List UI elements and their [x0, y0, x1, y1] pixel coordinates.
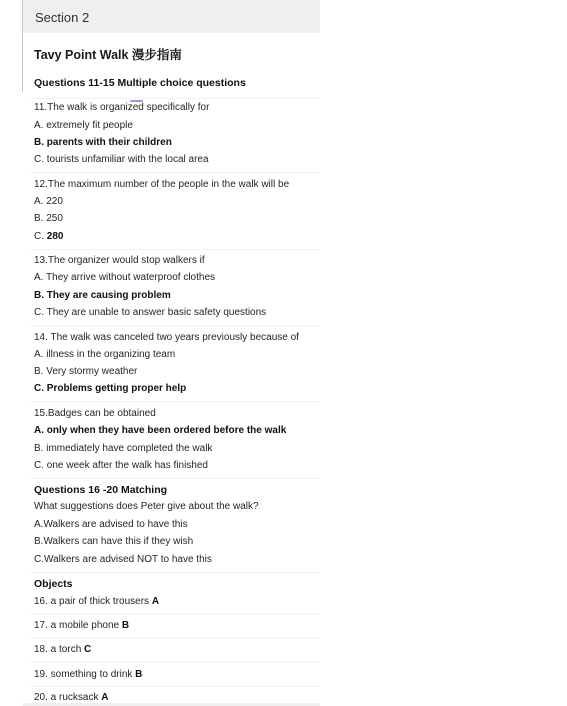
matching-key-b: B.Walkers can have this if they wish	[34, 536, 194, 547]
matching-key-a: A.Walkers are advised to have this	[34, 519, 188, 530]
question-13-option-b: B. They are causing problem	[34, 290, 171, 301]
question-15-option-a: A. only when they have been ordered before the walk	[34, 425, 287, 436]
object-19	[34, 669, 142, 681]
question-11-option-c: C. tourists unfamiliar with the local area	[34, 154, 209, 165]
section-label: Section 2	[35, 10, 90, 25]
question-14-prompt: 14. The walk was canceled two years previously because of	[34, 332, 299, 343]
question-12-option-c	[34, 231, 63, 243]
divider	[30, 572, 320, 573]
question-14-option-a: A. illness in the organizing team	[34, 349, 176, 360]
divider	[30, 661, 320, 662]
part2-prompt: What suggestions does Peter give about the walk?	[34, 501, 259, 512]
question-13-prompt: 13.The organizer would stop walkers if	[34, 255, 205, 266]
object-16-answer: A	[151, 596, 160, 607]
object-17-text: 17. a mobile phone	[34, 620, 120, 631]
object-17	[34, 620, 129, 632]
object-20-text: 20. a rucksack	[34, 692, 99, 703]
question-11-prompt: 11.The walk is organized specifically for	[34, 102, 210, 113]
question-12-option-a: A. 220	[34, 196, 63, 207]
question-11-option-b: B. parents with their children	[34, 137, 172, 148]
object-16	[34, 596, 159, 608]
question-12-option-b: B. 250	[34, 213, 63, 224]
divider	[30, 686, 320, 687]
question-14-option-b: B. Very stormy weather	[34, 366, 138, 377]
part1-heading: Questions 11-15 Multiple choice questions	[34, 77, 246, 89]
question-15-prompt: 15.Badges can be obtained	[34, 408, 156, 419]
worksheet-page	[22, 0, 320, 706]
object-20-answer: A	[101, 692, 109, 703]
divider	[30, 613, 320, 614]
option-letter: C.	[34, 231, 47, 242]
question-12-prompt: 12.The maximum number of the people in the walk will be	[34, 179, 290, 190]
object-18-text: 18. a torch	[34, 644, 82, 655]
divider	[30, 325, 320, 326]
objects-heading: Objects	[34, 578, 73, 590]
object-19-text: 19. something to drink	[34, 669, 133, 680]
object-18-answer: C	[84, 644, 92, 655]
question-14-option-c: C. Problems getting proper help	[34, 383, 187, 394]
question-13-option-a: A. They arrive without waterproof clothes	[34, 272, 216, 283]
divider	[30, 98, 320, 99]
question-13-option-c: C. They are unable to answer basic safety questions	[34, 307, 267, 318]
divider	[30, 249, 320, 250]
divider	[30, 478, 320, 479]
question-15-option-c: C. one week after the walk has finished	[34, 460, 208, 471]
object-18	[34, 644, 91, 656]
matching-key-c: C.Walkers are advised NOT to have this	[34, 554, 212, 565]
divider	[30, 401, 320, 402]
object-16-text: 16. a pair of thick trousers	[34, 596, 150, 607]
object-19-answer: B	[135, 669, 143, 680]
object-17-answer: B	[121, 620, 130, 631]
document-title: Tavy Point Walk 漫步指南	[34, 48, 182, 62]
divider	[30, 172, 320, 173]
question-11-option-a: A. extremely fit people	[34, 120, 133, 131]
question-12-answer-value: 280	[46, 231, 64, 242]
question-15-option-b: B. immediately have completed the walk	[34, 443, 213, 454]
part2-heading: Questions 16 -20 Matching	[34, 484, 168, 496]
divider	[30, 637, 320, 638]
